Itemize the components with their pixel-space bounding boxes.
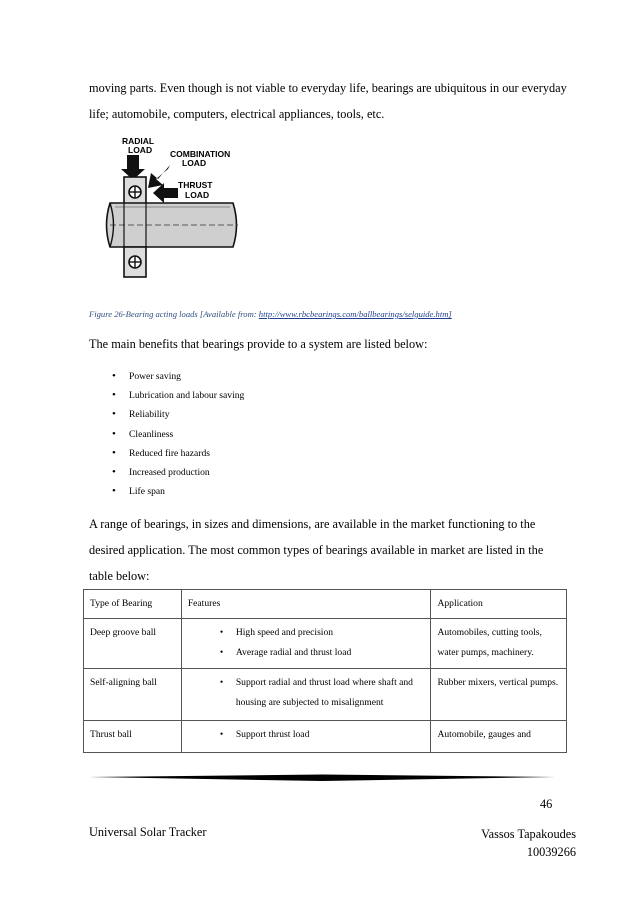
paragraph-benefits-intro: The main benefits that bearings provide to a system are listed below: [89, 337, 428, 351]
thrust-load-label: THRUST [178, 180, 213, 190]
bearing-loads-figure [98, 133, 248, 291]
paragraph-types-intro: A range of bearings, in sizes and dimensions, are available in the market functioning to the desired application. The most common types of bearings available in market are listed in the table below: [89, 517, 544, 583]
feature-item: • High speed and precision [220, 623, 425, 643]
list-item: • Increased production [112, 463, 244, 482]
cell-application: Rubber mixers, vertical pumps. [431, 669, 567, 721]
feature-item: • Support radial and thrust load where shaft and housing are subjected to misalignment [220, 673, 425, 713]
table-header-row [84, 590, 567, 619]
combination-arrow [148, 165, 170, 188]
thrust-load-label-2: LOAD [185, 190, 210, 200]
list-item: • Lubrication and labour saving [112, 386, 244, 405]
cell-features [181, 619, 431, 669]
radial-load-label: RADIAL [122, 136, 155, 146]
footer-student-id: 10039266 [526, 845, 576, 859]
header-features: Features [181, 590, 431, 619]
list-item: • Life span [112, 482, 244, 501]
table-row [84, 721, 567, 753]
figure-caption [89, 309, 452, 319]
cell-features [181, 721, 431, 753]
benefits-list [112, 367, 244, 501]
footer-author-block [470, 825, 576, 861]
combination-load-label-2: LOAD [182, 158, 207, 168]
cell-type: Thrust ball [84, 721, 182, 753]
shaft [107, 203, 239, 247]
cell-application: Automobile, gauges and [431, 721, 567, 753]
footer-author: Vassos Tapakoudes [481, 827, 576, 841]
list-item: • Reduced fire hazards [112, 444, 244, 463]
header-application: Application [431, 590, 567, 619]
list-item: • Reliability [112, 405, 244, 424]
footer-title: Universal Solar Tracker [89, 825, 207, 839]
cell-application: Automobiles, cutting tools, water pumps, machinery. [431, 619, 567, 669]
list-item: • Power saving [112, 367, 244, 386]
combination-load-label: COMBINATION [170, 149, 231, 159]
table-row [84, 619, 567, 669]
table-row [84, 669, 567, 721]
header-type: Type of Bearing [84, 590, 182, 619]
feature-item: • Average radial and thrust load [220, 643, 425, 663]
page-number: 46 [540, 797, 553, 811]
feature-item: • Support thrust load [220, 725, 425, 745]
list-item: • Cleanliness [112, 425, 244, 444]
cell-type: Deep groove ball [84, 619, 182, 669]
paragraph-intro: moving parts. Even though is not viable to everyday life, bearings are ubiquitous in our everyday life; automobile, computers, electrical appliances, tools, etc. [89, 81, 567, 121]
cell-features [181, 669, 431, 721]
cell-type: Self-aligning ball [84, 669, 182, 721]
caption-text: Figure 26-Bearing acting loads [Available from: [89, 309, 259, 319]
radial-load-label-2: LOAD [128, 145, 153, 155]
bearing-types-table [83, 589, 567, 753]
footer-rule [89, 773, 555, 783]
caption-link[interactable]: http://www.rbcbearings.com/ballbearings/selguide.htm] [258, 309, 452, 319]
